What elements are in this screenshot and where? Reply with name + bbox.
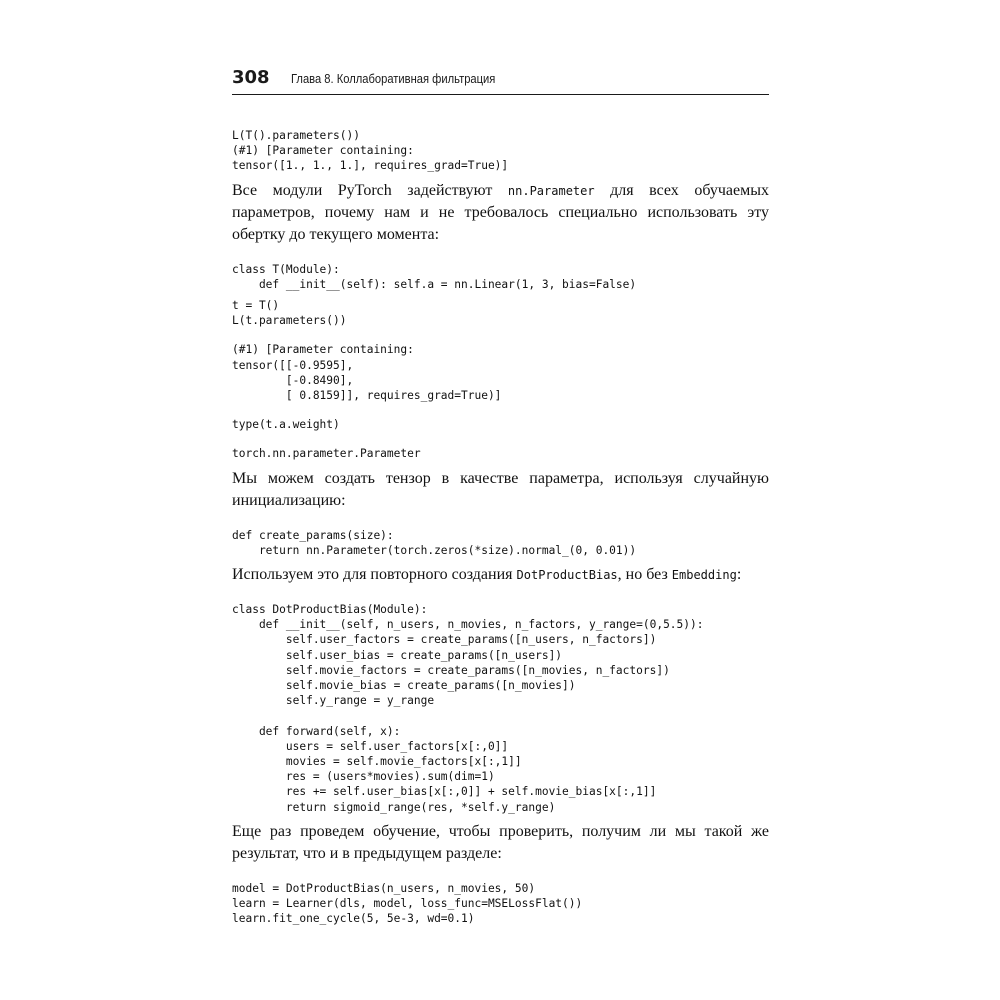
paragraph-text: : [736, 566, 742, 584]
inline-code: Embedding [671, 568, 737, 583]
code-block-training: model = DotProductBias(n_users, n_movies, 50) learn = Learner(dls, model, loss_func=MSELossFlat()) learn.fit_one_cycle(5, 5e-3, wd=0.1) [232, 881, 583, 926]
book-page [232, 0, 769, 1000]
paragraph-train-again: Еще раз проведем обучение, чтобы проверить, получим ли мы такой же результат, что и в предыдущем разделе: [232, 822, 769, 862]
paragraph-text: Все модули PyTorch задействуют [232, 181, 508, 199]
page-header [232, 66, 769, 95]
code-block-dot-product-bias-class: class DotProductBias(Module): def __init__(self, n_users, n_movies, n_factors, y_range=(0,5.5)): self.user_factors = create_params([n_users, n_factors]) self.user_bias = create_params([n_users]) self.movie_factors = create_params([n_movies, n_factors]) self.movie_bias = create_params([n_movies]) self.y_range = y_range def forward(self, x): users = self.user_factors[x[:,0]] movies = self.movie_factors[x[:,1]] res = (users*movies).sum(dim=1) res += self.user_bias[x[:,0]] + self.movie_bias[x[:,1]] return sigmoid_range(res, *self.y_range) [232, 603, 704, 814]
paragraph-pytorch-parameters [232, 180, 769, 246]
paragraph-text: , но без [617, 566, 672, 584]
page-number: 308 [232, 67, 270, 88]
code-block-parameters-output: L(T().parameters()) (#1) [Parameter containing: tensor([1., 1., 1.], requires_grad=True)] [232, 129, 509, 173]
code-block-tensor-output: (#1) [Parameter containing: tensor([[-0.9595], [-0.8490], [ 0.8159]], requires_grad=True)] [232, 343, 502, 403]
code-block-t-parameters: t = T() L(t.parameters()) [232, 299, 347, 328]
inline-code: DotProductBias [516, 568, 618, 583]
code-block-type-output: torch.nn.parameter.Parameter [232, 447, 421, 461]
code-block-class-t: class T(Module): def __init__(self): self.a = nn.Linear(1, 3, bias=False) [232, 262, 637, 291]
paragraph-create-tensor: Мы можем создать тензор в качестве параметра, используя случайную инициализацию: [232, 469, 769, 509]
code-block-type-call: type(t.a.weight) [232, 418, 340, 432]
paragraph-text: Используем это для повторного создания [232, 566, 517, 584]
page-body [232, 128, 769, 927]
inline-code: nn.Parameter [507, 183, 595, 198]
chapter-running-title: Глава 8. Коллаборативная фильтрация [291, 71, 496, 86]
code-block-create-params: def create_params(size): return nn.Parameter(torch.zeros(*size).normal_(0, 0.01)) [232, 528, 637, 557]
paragraph-text: для всех обучаемых параметров, почему нам и не требовалось специально использовать эту обертку до текущего момента: [232, 181, 769, 243]
paragraph-dot-product-bias [232, 564, 769, 586]
